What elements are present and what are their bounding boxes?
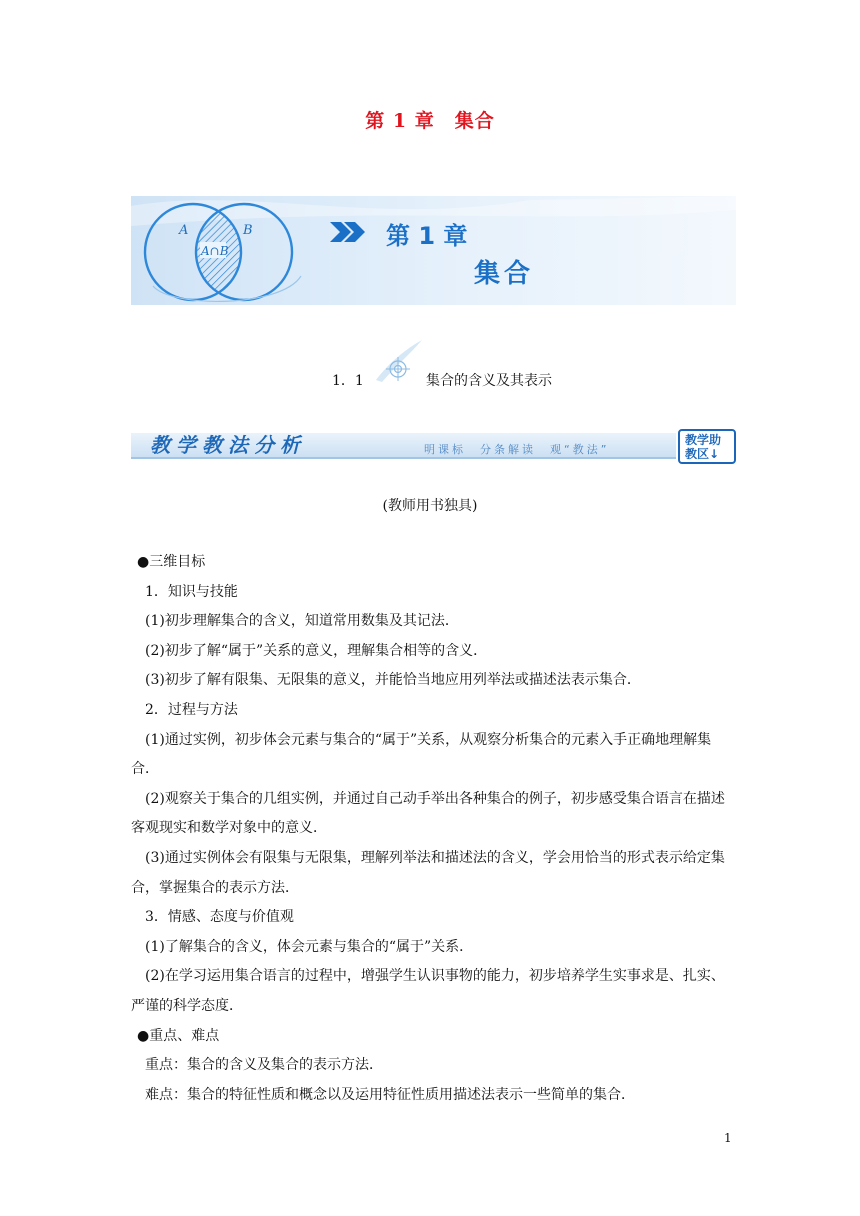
banner-chapter-label: 第 1 章 (386, 222, 468, 250)
key-heading: ●重点、难点 (137, 1027, 220, 1044)
process-heading: 2．过程与方法 (145, 701, 238, 718)
banner-chapter-name: 集合 (474, 259, 535, 289)
venn-label-a: A (179, 223, 189, 238)
badge-line-1: 教学助 (685, 433, 722, 447)
knowledge-item-3: (3)初步了解有限集、无限集的意义，并能恰当地应用列举法或描述法表示集合． (145, 672, 641, 689)
target-icon (370, 336, 426, 386)
emotion-item-1: (1)了解集合的含义，体会元素与集合的“属于”关系． (145, 938, 474, 955)
venn-label-intersection: A∩B (201, 244, 229, 258)
teaching-area-badge[interactable] (678, 429, 736, 464)
chapter-title: 第 1 章 集合 (365, 110, 495, 132)
section-number: 1．1 (332, 373, 364, 389)
process-item-2: (2)观察关于集合的几组实例，并通过自己动手举出各种集合的例子，初步感受集合语言在描述客观现实和数学对象中的意义． (131, 790, 725, 837)
teacher-note: (教师用书独具) (382, 498, 478, 514)
process-item-1: (1)通过实例，初步体会元素与集合的“属于”关系，从观察分析集合的元素入手正确地理解集合． (131, 731, 712, 778)
venn-label-b: B (243, 223, 253, 238)
emotion-item-2: (2)在学习运用集合语言的过程中，增强学生认识事物的能力，初步培养学生实事求是、扎实、严谨的科学态度． (131, 968, 725, 1014)
knowledge-heading: 1．知识与技能 (145, 583, 238, 600)
lesson-content (131, 548, 736, 1110)
knowledge-item-2: (2)初步了解“属于”关系的意义，理解集合相等的含义． (145, 642, 488, 659)
key-point: 重点：集合的含义及集合的表示方法． (145, 1057, 383, 1074)
knowledge-item-1: (1)初步理解集合的含义，知道常用数集及其记法． (145, 613, 459, 630)
goals-heading: ●三维目标 (137, 554, 206, 570)
emotion-heading: 3．情感、态度与价值观 (145, 909, 294, 926)
page-number: 1 (724, 1131, 732, 1145)
difficulty-point: 难点：集合的特征性质和概念以及运用特征性质用描述法表示一些简单的集合． (145, 1086, 635, 1103)
badge-line-2: 教区↓ (685, 447, 720, 461)
analysis-bar-title: 教学教法分析 (150, 433, 306, 457)
analysis-bar-subtitle: 明课标 分条解读 观“教法” (424, 443, 610, 456)
process-item-3: (3)通过实例体会有限集与无限集，理解列举法和描述法的含义，学会用恰当的形式表示给定集合，掌握集合的表示方法． (131, 849, 725, 896)
section-title: 集合的含义及其表示 (426, 373, 552, 389)
